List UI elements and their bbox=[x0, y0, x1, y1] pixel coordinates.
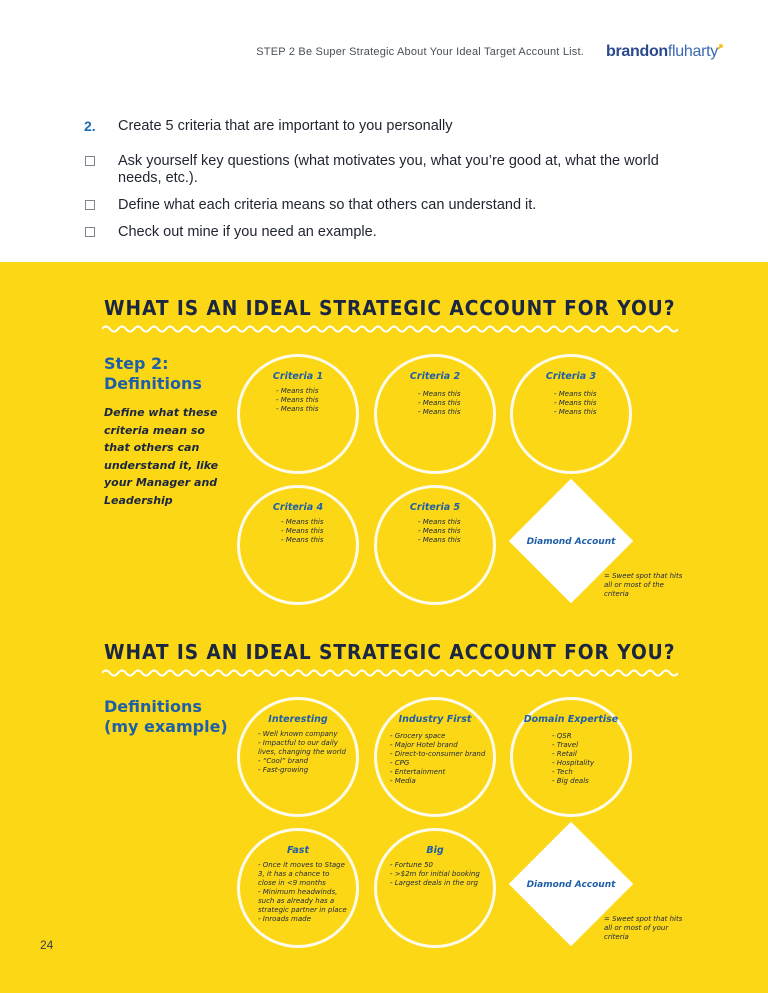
step-heading bbox=[104, 354, 202, 394]
step-heading-line: (my example) bbox=[104, 717, 228, 736]
list-item-text: Check out mine if you need an example. bbox=[118, 224, 377, 240]
criteria-item: lives, changing the world bbox=[258, 748, 346, 756]
criteria-circle bbox=[237, 485, 359, 605]
criteria-title: Interesting bbox=[268, 714, 328, 725]
criteria-items bbox=[552, 732, 594, 786]
criteria-item: - Hospitality bbox=[552, 759, 595, 767]
criteria-items bbox=[418, 518, 460, 545]
section-title: WHAT IS AN IDEAL STRATEGIC ACCOUNT FOR YOU? bbox=[104, 296, 676, 320]
criteria-item: - Fast-growing bbox=[258, 766, 309, 774]
criteria-item: - Inroads made bbox=[258, 915, 311, 923]
checkbox-icon bbox=[85, 227, 95, 237]
list-number: 2. bbox=[84, 118, 96, 134]
criteria-item: - Means this bbox=[276, 405, 319, 413]
checkbox-icon bbox=[85, 156, 95, 166]
step-heading-line: Step 2: bbox=[104, 354, 169, 373]
criteria-items bbox=[258, 730, 346, 775]
criteria-item: - Means this bbox=[418, 527, 461, 535]
criteria-title: Fast bbox=[286, 845, 309, 856]
criteria-items bbox=[390, 732, 485, 786]
criteria-circle bbox=[374, 354, 496, 474]
criteria-item: - Largest deals in the org bbox=[390, 879, 478, 887]
criteria-item: - Once it moves to Stage bbox=[258, 861, 345, 869]
criteria-item: 3, it has a chance to bbox=[258, 870, 330, 878]
criteria-circle bbox=[510, 354, 632, 474]
criteria-item: - Means this bbox=[418, 399, 461, 407]
page-header bbox=[0, 44, 768, 64]
page-number: 24 bbox=[40, 938, 54, 952]
criteria-item: - Means this bbox=[554, 390, 597, 398]
step-description: Define what these criteria mean so that others can understand it, like your Manager and Leadership bbox=[104, 406, 219, 507]
criteria-item: - Grocery space bbox=[390, 732, 446, 740]
criteria-item: - Tech bbox=[552, 768, 573, 776]
diamond-note: = Sweet spot that hits all or most of the criteria bbox=[604, 572, 683, 598]
criteria-items bbox=[258, 861, 347, 924]
criteria-item: - Direct-to-consumer brand bbox=[390, 750, 486, 758]
step-heading-line: Definitions bbox=[104, 374, 202, 393]
criteria-item: close in <9 months bbox=[258, 879, 326, 887]
criteria-item: - Means this bbox=[418, 518, 461, 526]
logo-accent-icon bbox=[717, 44, 723, 50]
criteria-item: - Means this bbox=[418, 408, 461, 416]
criteria-item: - QSR bbox=[552, 732, 572, 740]
criteria-title: Industry First bbox=[398, 714, 472, 725]
squiggle-divider bbox=[102, 324, 678, 334]
criteria-item: - >$2m for initial booking bbox=[390, 870, 480, 878]
criteria-title: Criteria 1 bbox=[272, 371, 324, 382]
criteria-item: strategic partner in place bbox=[258, 906, 347, 914]
criteria-circle bbox=[237, 697, 359, 817]
squiggle-divider bbox=[102, 668, 678, 678]
criteria-item: - Retail bbox=[552, 750, 577, 758]
criteria-item: - Well known company bbox=[258, 730, 338, 738]
criteria-item: - Means this bbox=[554, 399, 597, 407]
diamond-label: Diamond Account bbox=[526, 537, 616, 547]
step-heading-line: Definitions bbox=[104, 697, 202, 716]
logo-bold: brandon bbox=[606, 43, 668, 60]
criteria-item: - Means this bbox=[276, 396, 319, 404]
criteria-title: Domain Expertise bbox=[523, 714, 619, 725]
criteria-circle bbox=[237, 354, 359, 474]
criteria-item: - Means this bbox=[418, 536, 461, 544]
criteria-item: - Means this bbox=[281, 518, 324, 526]
criteria-items bbox=[554, 390, 596, 417]
diamond-label: Diamond Account bbox=[526, 880, 616, 890]
criteria-item: - Major Hotel brand bbox=[390, 741, 458, 749]
criteria-circle bbox=[237, 828, 359, 948]
logo-light: fluharty bbox=[667, 43, 718, 60]
criteria-items bbox=[418, 390, 460, 417]
criteria-item: - Big deals bbox=[552, 777, 589, 785]
criteria-item: - Travel bbox=[552, 741, 579, 749]
section-title: WHAT IS AN IDEAL STRATEGIC ACCOUNT FOR YOU? bbox=[104, 640, 676, 664]
list-heading: Create 5 criteria that are important to you personally bbox=[118, 118, 453, 134]
criteria-title: Criteria 3 bbox=[545, 371, 597, 382]
criteria-title: Criteria 2 bbox=[409, 371, 461, 382]
criteria-title: Criteria 4 bbox=[272, 502, 324, 513]
criteria-items bbox=[281, 518, 323, 545]
header-title: STEP 2 Be Super Strategic About Your Ideal Target Account List. bbox=[256, 46, 584, 58]
brand-logo bbox=[606, 43, 718, 61]
criteria-items bbox=[390, 861, 480, 888]
criteria-item: - CPG bbox=[390, 759, 410, 767]
criteria-circle bbox=[374, 485, 496, 605]
checkbox-icon bbox=[85, 200, 95, 210]
criteria-item: - Means this bbox=[418, 390, 461, 398]
criteria-item: - “Cool” brand bbox=[258, 757, 309, 765]
criteria-circle bbox=[374, 697, 496, 817]
criteria-circle bbox=[510, 697, 632, 817]
criteria-item: - Means this bbox=[276, 387, 319, 395]
step-heading bbox=[104, 697, 228, 737]
criteria-items bbox=[276, 387, 318, 414]
criteria-item: - Media bbox=[390, 777, 416, 785]
list-item-text: Ask yourself key questions (what motivates you, what you’re good at, what the world needs, etc.). bbox=[118, 153, 659, 186]
criteria-item: - Minimum headwinds, bbox=[258, 888, 338, 896]
criteria-item: - Means this bbox=[281, 527, 324, 535]
criteria-title: Criteria 5 bbox=[409, 502, 461, 513]
criteria-item: - Entertainment bbox=[390, 768, 446, 776]
criteria-item: - Means this bbox=[281, 536, 324, 544]
criteria-item: - Means this bbox=[554, 408, 597, 416]
criteria-item: such as already has a bbox=[258, 897, 335, 905]
criteria-title: Big bbox=[426, 845, 444, 856]
criteria-item: - Impactful to our daily bbox=[258, 739, 338, 747]
list-item-text: Define what each criteria means so that others can understand it. bbox=[118, 197, 537, 213]
diamond-note: = Sweet spot that hits all or most of your criteria bbox=[604, 915, 683, 941]
criteria-item: - Fortune 50 bbox=[390, 861, 433, 869]
criteria-circle bbox=[374, 828, 496, 948]
